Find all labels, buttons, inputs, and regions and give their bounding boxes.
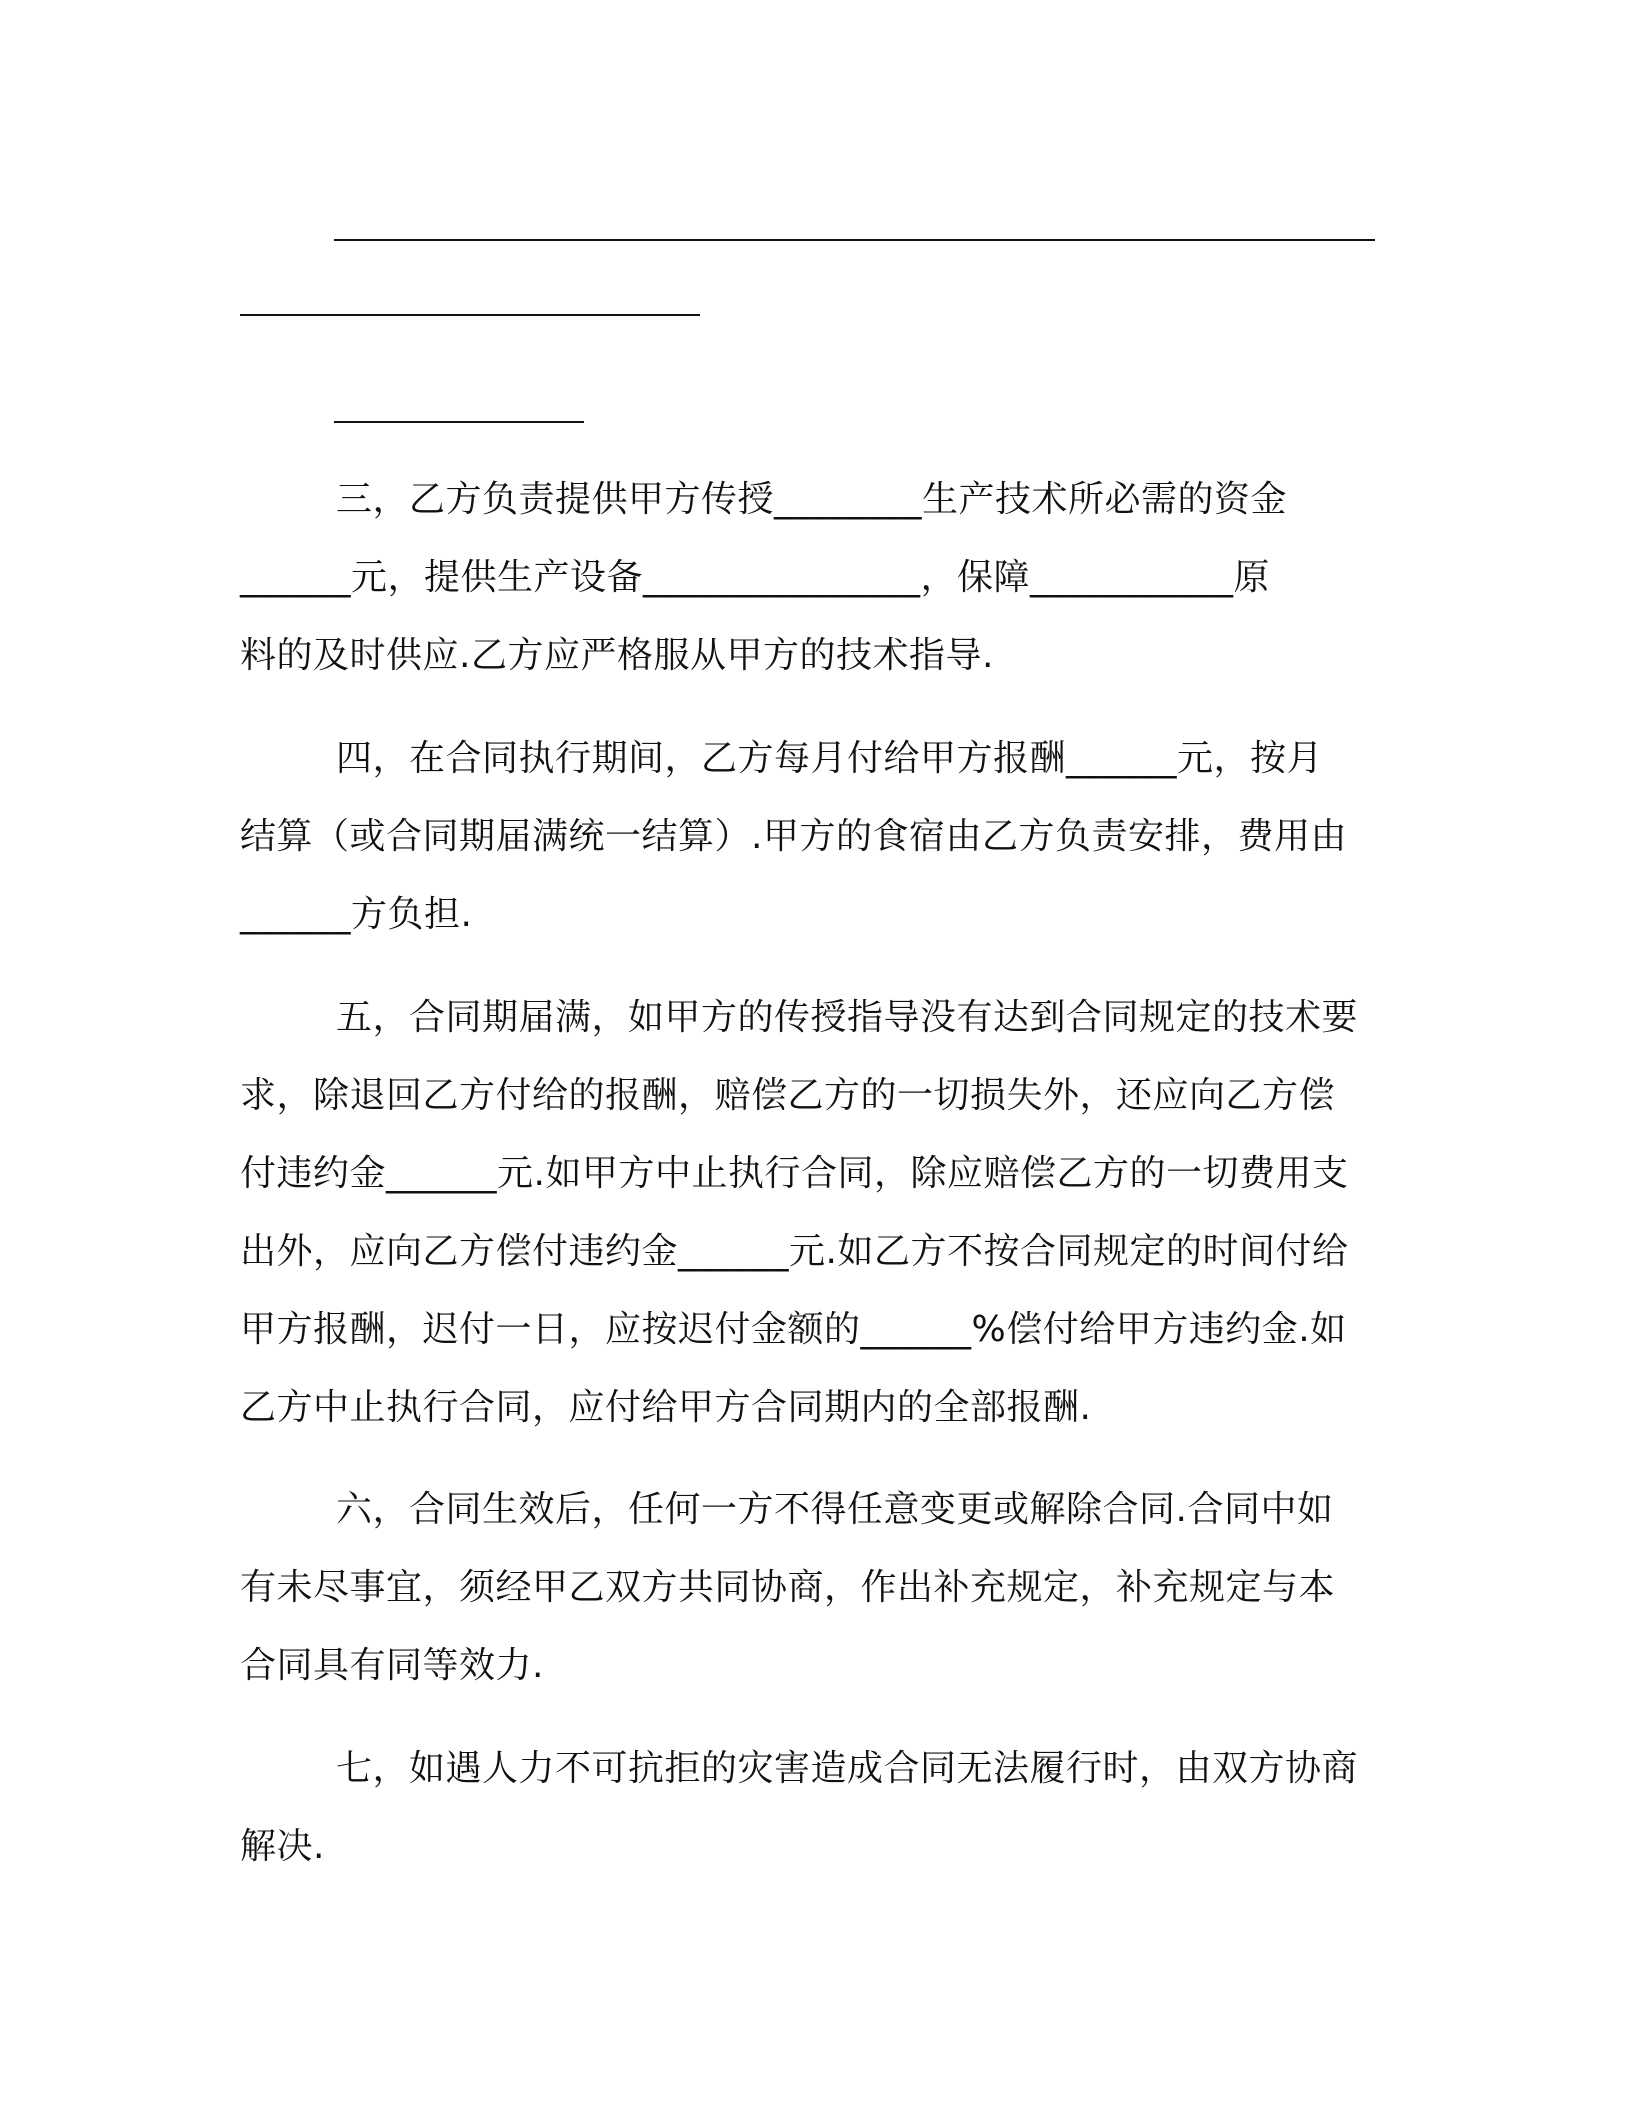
clause-5-line-3: 付违约金______元.如甲方中止执行合同，除应赔偿乙方的一切费用支 bbox=[240, 1153, 1349, 1194]
clause-6-line-2: 有未尽事宜，须经甲乙双方共同协商，作出补充规定，补充规定与本 bbox=[240, 1567, 1336, 1608]
clause-3-line-3: 料的及时供应.乙方应严格服从甲方的技术指导. bbox=[240, 635, 994, 676]
clause-4-line-1: 四，在合同执行期间，乙方每月付给甲方报酬______元，按月 bbox=[336, 738, 1324, 779]
clause-6-line-1: 六，合同生效后，任何一方不得任意变更或解除合同.合同中如 bbox=[336, 1489, 1334, 1530]
clause-5-line-4: 出外，应向乙方偿付违约金______元.如乙方不按合同规定的时间付给 bbox=[240, 1231, 1349, 1272]
clause-4-line-2: 结算（或合同期届满统一结算）.甲方的食宿由乙方负责安排，费用由 bbox=[240, 816, 1347, 857]
blank-fill-line-2 bbox=[240, 314, 700, 316]
clause-3-line-1: 三，乙方负责提供甲方传授________生产技术所必需的资金 bbox=[336, 479, 1288, 520]
clause-5-line-1: 五，合同期届满，如甲方的传授指导没有达到合同规定的技术要 bbox=[336, 997, 1359, 1038]
clause-5-line-2: 求，除退回乙方付给的报酬，赔偿乙方的一切损失外，还应向乙方偿 bbox=[240, 1075, 1336, 1116]
clause-5-line-5: 甲方报酬，迟付一日，应按迟付金额的______%偿付给甲方违约金.如 bbox=[240, 1309, 1347, 1350]
clause-5-line-6: 乙方中止执行合同，应付给甲方合同期内的全部报酬. bbox=[240, 1387, 1092, 1428]
blank-fill-line-3 bbox=[334, 421, 584, 423]
clause-4-line-3: ______方负担. bbox=[240, 894, 473, 935]
clause-3-line-2: ______元，提供生产设备_______________，保障___________原 bbox=[240, 557, 1271, 598]
blank-fill-line-1 bbox=[334, 239, 1375, 241]
clause-7-line-1: 七，如遇人力不可抗拒的灾害造成合同无法履行时，由双方协商 bbox=[336, 1748, 1359, 1789]
clause-6-line-3: 合同具有同等效力. bbox=[240, 1645, 544, 1686]
clause-7-line-2: 解决. bbox=[240, 1826, 325, 1867]
